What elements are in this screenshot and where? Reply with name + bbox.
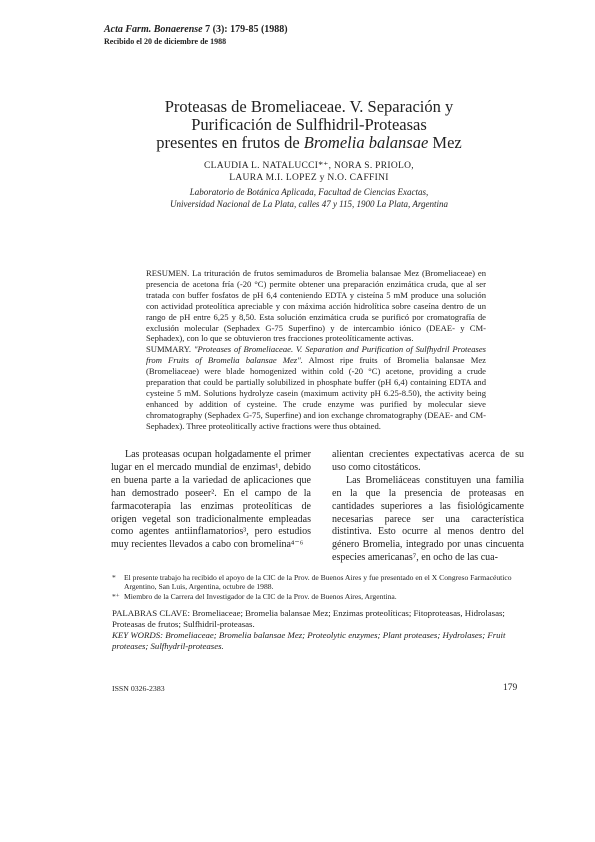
journal-citation [104,24,288,36]
received-date: Recibido el 20 de diciembre de 1988 [104,37,227,46]
title-line-2: Purificación de Sulfhidril-Proteasas [191,115,427,134]
page-number: 179 [503,683,518,693]
resumen-paragraph [146,268,486,344]
title-line-1: Proteasas de Bromeliaceae. V. Separación y [164,97,454,116]
resumen-text: La trituración de frutos semimaduros de Bromelia balansae Mez (Bromeliaceae) en presencia de acetona fría (-20 °C) permite obtener una preparación enzimática cruda, que al ser tratada con buffer fosfatos de pH 6,4 conteniendo EDTA y cisteína 5 mM produce una solución con actividad proteolítica apreciable y con máxima acción hidrolítica sobre caseína dentro de un rango de pH entre 6,25 y 8,50. Esta solución enzimática cruda se purificó por cromatografía de exclusión molecular (Sephadex G-75 Superfino) y de intercambio iónico (DEAE- y CM-Sephadex), con lo que se obtuvieron tres fracciones proteolíticamente activas. [146,268,486,344]
footnote-text: El presente trabajo ha recibido el apoyo de la CIC de la Prov. de Buenos Aires y fue presentado en el X Congreso Farmacéutico Argentino, San Luis, Argentina, octubre de 1988. [124,573,512,592]
title-species: Bromelia balansae [303,133,429,152]
footnote-mark: *⁺ [112,591,120,601]
resumen-label: RESUMEN. [146,268,190,278]
body-paragraph: alientan crecientes expectativas acerca de su uso como citostáticos. [332,449,524,473]
key-words-text: Bromeliaceae; Bromelia balansae Mez; Proteolytic enzymes; Plant proteases; Hydrolases; Fruit proteases; Sulfhydril-proteases. [112,630,506,651]
palabras-clave-label: PALABRAS CLAVE: [112,608,190,618]
summary-text: Almost ripe fruits of Bromelia balansae Mez (Bromeliaceae) were blade homogenized within cold (-20 °C) acetone, providing a crude preparation that could be partially solubilized in phosphate buffer (pH 6,4) containing EDTA and cysteine 5 mM. Solutions hydrolyze casein (maximum activity pH 6.25-8.50), the activity being enhanced by addition of cysteine. The crude enzyme was purified by molecular sieve chromatography (Sephadex G-75, Superfine) and ion exchange chromatography (DEAE- and CM-Sephadex). Three proteolitically active fractions were thus obtained. [146,355,486,431]
key-words-label: KEY WORDS: [112,630,164,640]
journal-reference: 7 (3): 179-85 (1988) [205,24,288,35]
summary-paragraph [146,344,486,431]
body-paragraph: Las proteasas ocupan holgadamente el primer lugar en el mercado mundial de enzimas¹, debido en buena parte a la variedad de aplicaciones que han demostrado poseer². En el campo de la farmacoterapia las enzimas proteolíticas de origen vegetal son tradicionalmente empleadas como agentes antiinflamatorios³, pero estudios muy recientes llevados a cabo con bromelina⁴⁻⁶ [111,449,311,551]
footnote-mark: * [112,573,116,582]
affiliation [100,187,518,210]
journal-name: Acta Farm. Bonaerense [104,24,203,35]
abstract [146,268,486,432]
palabras-clave-text: Bromeliaceae; Bromelia balansae Mez; Enzimas proteolíticas; Fitoproteasas, Hidrolasas; Proteasas de frutos; Sulfhidril-proteasas. [112,608,505,629]
body-column-right [332,449,524,565]
body-paragraph: Las Bromeliáceas constituyen una familia en la que la presencia de proteasas en cantidades superiores a las fisiológicamente necesarias parece ser una característica distintiva. Esto ocurre al menos dentro del género Bromelia, integrado por unas cincuenta especies americanas⁷, en ocho de las cua- [332,474,524,564]
key-words [112,630,530,652]
authors-line-1: CLAUDIA L. NATALUCCI*⁺, NORA S. PRIOLO, [204,161,414,171]
footnote [112,573,530,592]
affiliation-line-1: Laboratorio de Botánica Aplicada, Facultad de Ciencias Exactas, [189,187,429,197]
title-line-3 [100,134,518,152]
footnotes [112,573,530,601]
title-block [100,98,518,210]
title-line-3-end: Mez [428,133,462,152]
footnote [112,592,530,601]
palabras-clave [112,608,530,630]
summary-label: SUMMARY. [146,344,191,355]
issn: ISSN 0326-2383 [112,684,165,693]
summary-title: "Proteases of Bromeliaceae. V. Separation and Purification of Sulfhydril Proteases from Fruits of Bromelia balansae Mez". [146,344,486,366]
authors-line-2: LAURA M.I. LOPEZ y N.O. CAFFINI [229,173,389,183]
body-column-left [111,449,311,552]
authors [100,160,518,184]
title-line-3-start: presentes en frutos de [156,133,304,152]
affiliation-line-2: Universidad Nacional de La Plata, calles 47 y 115, 1900 La Plata, Argentina [169,198,449,209]
footnote-text: Miembro de la Carrera del Investigador de la CIC de la Prov. de Buenos Aires, Argentina. [124,591,397,601]
keywords [112,608,530,652]
